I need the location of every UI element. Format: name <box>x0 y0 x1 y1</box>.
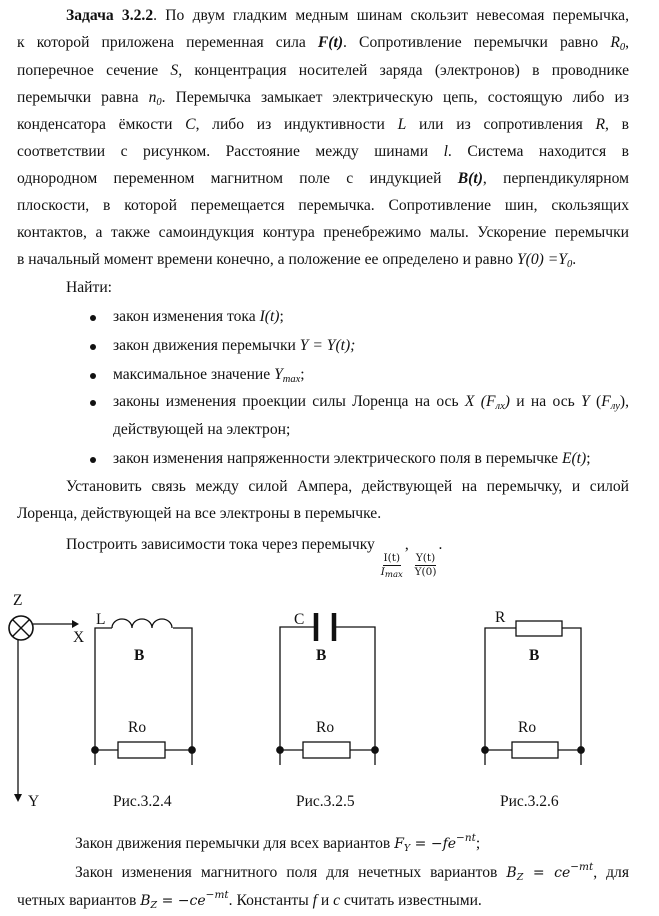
field-label: B <box>134 647 145 664</box>
text-run: и на ось <box>509 393 582 410</box>
text-run: , перпендикулярном <box>482 170 629 187</box>
inductor-coil-icon <box>112 619 172 628</box>
text-run: , <box>404 536 413 553</box>
text-run: соответствии с рисунком. Расстояние между шинами <box>17 143 444 160</box>
text-run: ( <box>589 393 602 410</box>
math-symbol: max <box>282 374 301 385</box>
text-run: или из сопротивления <box>406 116 596 133</box>
math-symbol: лу <box>610 401 620 412</box>
math-symbol: F(t) <box>317 34 344 51</box>
math-symbol: Y(0) =Y <box>516 251 567 268</box>
math-symbol: Z <box>150 900 158 911</box>
math-symbol: ) <box>504 393 510 410</box>
math-symbol: Задача 3.2.2 <box>66 7 154 24</box>
figure-caption: Рис.3.2.6 <box>500 793 559 810</box>
math-symbol: 0 <box>156 97 162 108</box>
math-symbol: ce <box>189 893 206 909</box>
resistor-icon <box>118 742 165 758</box>
math-symbol: C <box>185 116 196 133</box>
math-symbol: R <box>595 116 606 133</box>
text-run: в начальный момент времени конечно, а положение ее определено и равно <box>17 251 517 268</box>
math-symbol: Z <box>516 872 524 883</box>
figure-caption: Рис.3.2.4 <box>113 793 172 810</box>
text-run: . Константы <box>228 892 313 909</box>
axis-y-label: Y <box>28 793 40 810</box>
math-symbol: f <box>312 892 317 909</box>
axis-z-label: Z <box>13 592 23 609</box>
text-run: . <box>438 536 443 553</box>
text-run: ; <box>475 835 481 852</box>
text-run: . <box>572 251 577 268</box>
math-symbol: c <box>333 892 341 909</box>
field-label: B <box>529 647 540 664</box>
text-run: Закон движения перемычки для всех вариантов <box>75 835 395 852</box>
capacitor-label: C <box>294 611 305 628</box>
math-symbol: 0 <box>566 259 573 270</box>
math-symbol: E(t) <box>561 450 587 467</box>
text-run: ), <box>619 393 629 410</box>
resistor-label: Ro <box>518 719 537 736</box>
math-symbol: l <box>443 143 448 160</box>
text-run: закон изменения напряженности электрического поля в перемычке <box>113 450 562 467</box>
math-symbol: X (F <box>464 393 496 410</box>
text-run: законы изменения проекции силы Лоренца на ось <box>113 393 465 410</box>
math-symbol: B(t) <box>457 170 483 187</box>
text-run: . Перемычка замыкает электрическую цепь, состоящую либо из <box>161 89 629 106</box>
math-symbol: −mt <box>570 861 594 873</box>
math-symbol: Y <box>403 843 411 854</box>
text-run: действующей на электрон; <box>113 421 291 438</box>
math-symbol: B <box>506 865 517 881</box>
text-run: ; <box>300 366 305 383</box>
resistor-r-label: R <box>495 609 506 626</box>
math-symbol: I <box>380 566 385 578</box>
resistor-icon <box>303 742 350 758</box>
text-run: и <box>316 892 334 909</box>
text-run: ; <box>586 450 591 467</box>
math-symbol: 0 <box>619 42 626 53</box>
text-run: перемычки равна <box>17 89 149 106</box>
math-symbol: лх <box>495 401 505 412</box>
math-symbol: = − <box>410 836 443 852</box>
resistor-label: Ro <box>128 719 147 736</box>
into-page-icon <box>9 616 33 640</box>
math-symbol: S <box>170 62 179 79</box>
math-symbol: L <box>397 116 407 133</box>
math-symbol: F <box>394 836 404 852</box>
text-run: Найти: <box>66 279 113 296</box>
figure-caption: Рис.3.2.5 <box>296 793 355 810</box>
math-symbol: fe <box>442 836 457 852</box>
text-run: конденсатора ёмкости <box>17 116 186 133</box>
text-run: к которой приложена переменная сила <box>17 34 318 51</box>
circuit-inductor <box>92 611 195 810</box>
text-run: закон движения перемычки <box>113 337 300 354</box>
math-symbol: ce <box>554 865 571 881</box>
text-run: , в <box>605 116 630 133</box>
text-run: I(t) <box>383 552 401 564</box>
text-run: ; <box>279 308 284 325</box>
math-symbol: F <box>601 393 611 410</box>
math-symbol: Y <box>581 393 590 410</box>
text-run: закон изменения тока <box>113 308 260 325</box>
math-symbol: −nt <box>456 832 476 844</box>
text-run: считать известными. <box>340 892 482 909</box>
text-run: Закон изменения магнитного поля для нечетных вариантов <box>75 864 507 881</box>
text-run: Построить зависимости тока через перемычку <box>66 536 379 553</box>
math-symbol: R <box>610 34 620 51</box>
resistor-icon <box>512 742 558 758</box>
math-symbol: −mt <box>205 889 229 901</box>
text-run: . Система находится в <box>447 143 629 160</box>
circuit-resistor <box>482 609 584 810</box>
text-run: . По двум гладким медным шинам скользит невесомая перемычка, <box>153 7 629 24</box>
math-symbol: = <box>523 865 555 881</box>
text-run: четных вариантов <box>17 892 141 909</box>
text-run: Лоренца, действующей на все электроны в перемычке. <box>17 505 382 522</box>
circuit-capacitor <box>277 611 378 810</box>
math-symbol: = − <box>157 893 190 909</box>
text-run: , концентрация носителей заряда (электронов) в проводнике <box>178 62 630 79</box>
text-run: , для <box>593 864 630 881</box>
text-run: максимальное значение <box>113 366 275 383</box>
text-run: поперечное сечение <box>17 62 171 79</box>
math-symbol: Y = Y(t); <box>299 337 356 354</box>
axes <box>9 592 84 810</box>
text-run: Установить связь между силой Ампера, действующей на перемычку, и силой <box>66 478 629 495</box>
axis-x-label: X <box>73 629 85 646</box>
text-run: , <box>625 34 630 51</box>
math-symbol: n <box>148 89 157 106</box>
text-run: плоскости, в которой перемещается перемычка. Сопротивление шин, скользящих <box>17 197 629 214</box>
math-symbol: max <box>384 570 403 580</box>
text-run: Y(t) <box>415 552 436 564</box>
field-label: B <box>316 647 327 664</box>
text-run: , либо из индуктивности <box>195 116 398 133</box>
x-arrow-icon <box>72 620 79 628</box>
math-symbol: B <box>140 893 151 909</box>
resistor-icon <box>516 621 562 636</box>
text-run: . Сопротивление перемычки равно <box>343 34 611 51</box>
math-symbol: I(t) <box>259 308 280 325</box>
math-symbol: Y <box>274 366 283 383</box>
text-run: однородном переменном магнитном поле с индукцией <box>17 170 458 187</box>
resistor-label: Ro <box>316 719 335 736</box>
y-arrow-icon <box>14 794 22 802</box>
inductor-label: L <box>96 611 106 628</box>
text-run: Y(0) <box>414 566 437 578</box>
text-run: контактов, а также самоиндукция контура пренебрежимо малы. Ускорение перемычки <box>17 224 629 241</box>
